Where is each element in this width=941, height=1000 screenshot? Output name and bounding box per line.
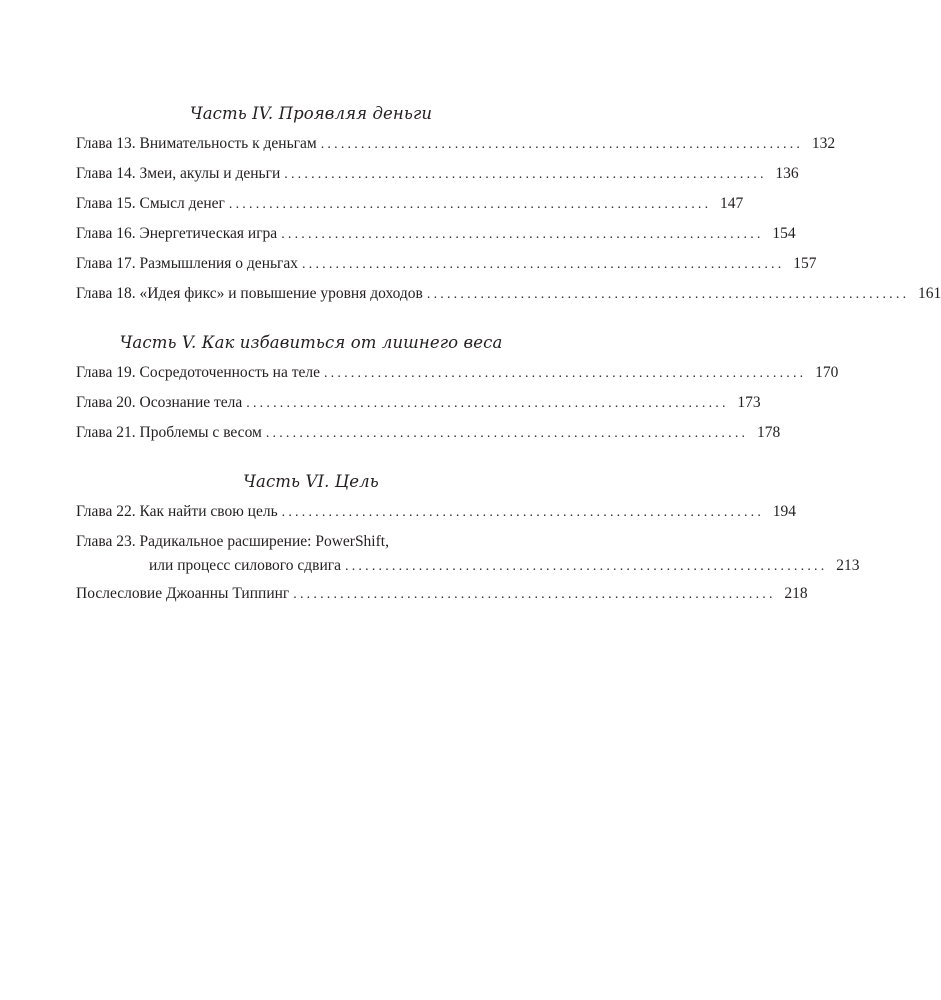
page-number: 170 [815, 364, 839, 381]
toc-entry [76, 219, 796, 249]
toc-entry [76, 497, 797, 527]
toc-entry [76, 129, 836, 159]
toc-part-5 [76, 333, 839, 448]
entry-label: Глава 20. Осознание тела [76, 394, 243, 411]
dot-leader: ........................................................................ [246, 396, 729, 411]
page-number: 213 [836, 557, 860, 574]
page-number: 178 [756, 424, 781, 441]
entry-line-1 [76, 530, 546, 554]
table-of-contents [76, 104, 941, 633]
entry-label: Глава 13. Внимательность к деньгам [76, 135, 317, 152]
toc-entry [76, 159, 799, 189]
toc-part-4 [76, 104, 941, 309]
toc-entry [76, 418, 781, 448]
entry-label: Глава 14. Змеи, акулы и деньги [76, 165, 281, 182]
entry-label: Послесловие Джоанны Типпинг [76, 585, 290, 602]
toc-entry [76, 189, 744, 219]
dot-leader: ........................................................................ [302, 257, 785, 272]
entry-label-continued: или процесс силового сдвига [149, 557, 342, 574]
entry-label: Глава 18. «Идея фикс» и повышение уровня доходов [76, 285, 423, 302]
page-number: 136 [775, 165, 799, 182]
page-number: 157 [793, 255, 817, 272]
entry-label: Глава 16. Энергетическая игра [76, 225, 278, 242]
part-title: Часть IV. Проявляя деньги [189, 104, 433, 123]
page-number: 154 [772, 225, 796, 242]
part-title: Часть VI. Цель [243, 472, 379, 491]
part-title: Часть V. Как избавиться от лишнего веса [119, 333, 503, 352]
dot-leader: ........................................................................ [281, 505, 765, 520]
dot-leader: ........................................................................ [265, 426, 749, 441]
toc-entry [76, 358, 839, 388]
entry-label: Глава 17. Размышления о деньгах [76, 255, 299, 272]
page-number: 147 [720, 195, 744, 212]
dot-leader: ........................................................................ [426, 287, 910, 302]
entry-line-2 [76, 554, 860, 579]
dot-leader: ........................................................................ [284, 167, 767, 182]
page-number: 132 [811, 135, 836, 152]
page-number: 218 [784, 585, 808, 602]
toc-part-6 [76, 472, 860, 609]
page-number: 161 [918, 285, 941, 302]
toc-entry [76, 527, 860, 579]
entry-label: Глава 22. Как найти свою цель [76, 503, 278, 520]
entry-label: Глава 21. Проблемы с весом [76, 424, 262, 441]
dot-leader: ........................................................................ [323, 366, 807, 381]
toc-entry [76, 249, 817, 279]
toc-entry [76, 279, 941, 309]
dot-leader: ........................................................................ [281, 227, 764, 242]
dot-leader: ........................................................................ [228, 197, 712, 212]
dot-leader: ........................................................................ [320, 137, 804, 152]
page-number: 173 [737, 394, 761, 411]
page-number: 194 [772, 503, 797, 520]
entry-label: Глава 19. Сосредоточенность на теле [76, 364, 320, 381]
entry-label: Глава 15. Смысл денег [76, 195, 225, 212]
dot-leader: ........................................................................ [345, 559, 828, 574]
entry-label: Глава 23. Радикальное расширение: PowerShift, [76, 533, 389, 550]
toc-entry [76, 388, 761, 418]
dot-leader: ........................................................................ [293, 587, 776, 602]
toc-entry [76, 579, 808, 609]
